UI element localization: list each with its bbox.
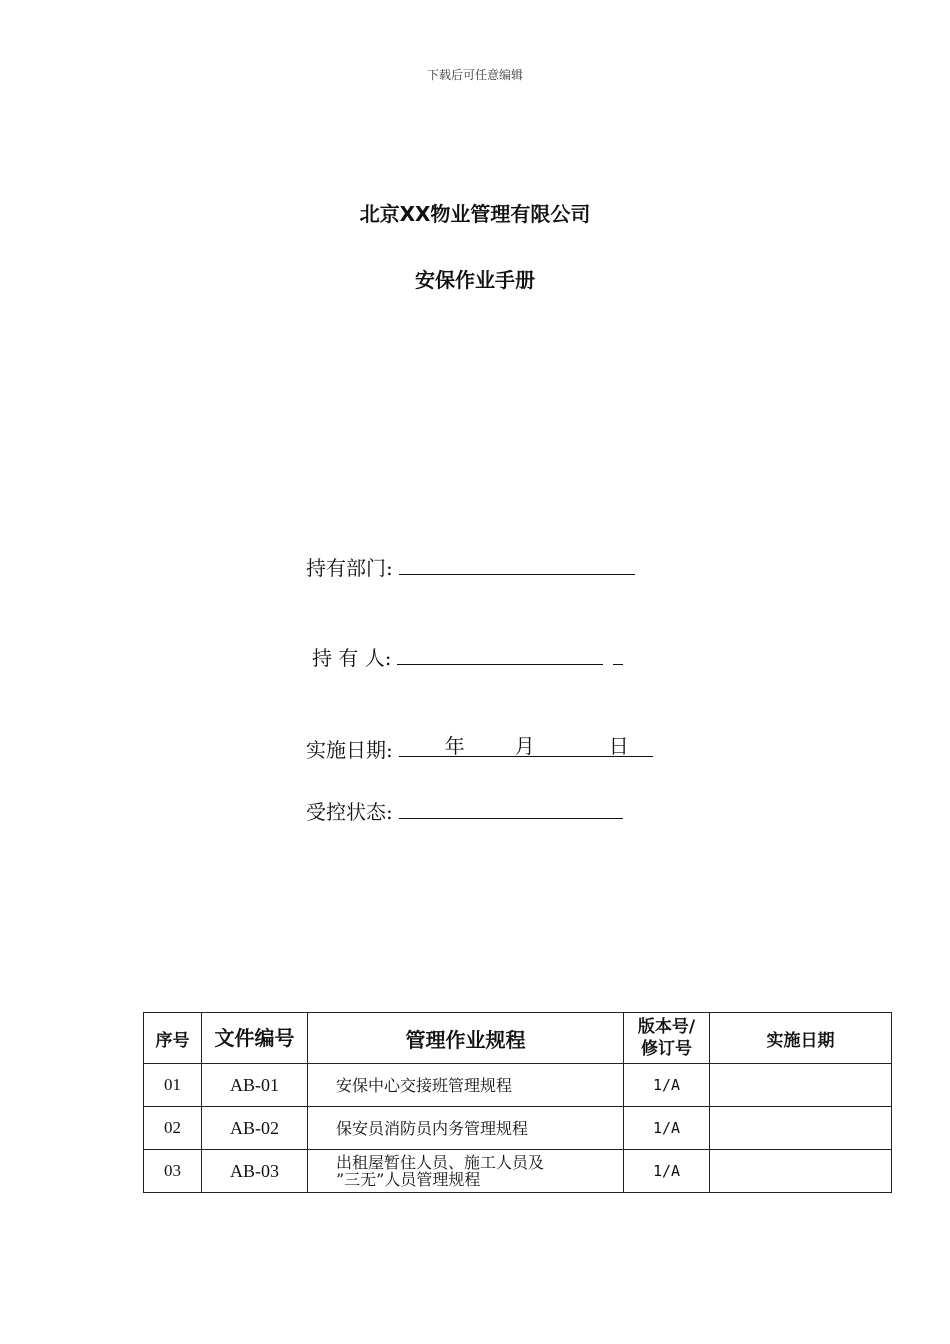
control-status-label: 受控状态: (306, 800, 393, 824)
row-version: 1/A (624, 1064, 710, 1107)
header-note: 下载后可任意编辑 (426, 68, 523, 82)
row-code: AB-03 (202, 1150, 308, 1193)
holder-field (312, 642, 623, 671)
procedure-table (143, 1012, 892, 1193)
row-code: AB-02 (202, 1107, 308, 1150)
table-header-row (144, 1013, 892, 1064)
date-month-label: 月 (514, 734, 535, 758)
row-date[interactable] (710, 1064, 892, 1107)
row-seq: 02 (144, 1107, 202, 1150)
row-date[interactable] (710, 1107, 892, 1150)
date-label: 实施日期: (306, 738, 393, 762)
control-status-blank[interactable] (399, 796, 623, 819)
row-name-line1: 出租屋暂住人员、施工人员及 (336, 1153, 545, 1172)
department-label: 持有部门: (306, 556, 393, 580)
row-seq: 01 (144, 1064, 202, 1107)
row-name-line1: 保安员消防员内务管理规程 (336, 1118, 529, 1138)
row-version: 1/A (624, 1107, 710, 1150)
header-version (624, 1013, 710, 1064)
row-name-line2: ”三无”人员管理规程 (336, 1170, 481, 1189)
row-name (308, 1150, 624, 1193)
table-row (144, 1064, 892, 1107)
date-year-label: 年 (444, 734, 465, 758)
header-version-line2: 修订号 (641, 1039, 692, 1059)
manual-title: 安保作业手册 (415, 268, 535, 292)
control-status-field (306, 796, 623, 825)
department-blank[interactable] (399, 552, 635, 575)
table-row (144, 1150, 892, 1193)
row-code: AB-01 (202, 1064, 308, 1107)
holder-blank[interactable] (397, 642, 603, 665)
date-field (306, 732, 653, 763)
header-version-line1: 版本号/ (637, 1017, 696, 1037)
header-seq: 序号 (144, 1013, 202, 1064)
row-version: 1/A (624, 1150, 710, 1193)
row-seq: 03 (144, 1150, 202, 1193)
date-blank[interactable] (399, 732, 653, 757)
date-day-label: 日 (608, 734, 629, 758)
company-name: 北京XX物业管理有限公司 (359, 202, 591, 226)
row-date[interactable] (710, 1150, 892, 1193)
holder-label: 持 有 人: (312, 646, 392, 670)
table-row (144, 1107, 892, 1150)
department-field (306, 552, 635, 581)
row-name (308, 1107, 624, 1150)
header-file-no: 文件编号 (202, 1013, 308, 1064)
holder-blank-tail (613, 642, 623, 665)
header-procedure: 管理作业规程 (308, 1013, 624, 1064)
header-date: 实施日期 (710, 1013, 892, 1064)
row-name (308, 1064, 624, 1107)
row-name-line1: 安保中心交接班管理规程 (336, 1075, 513, 1095)
